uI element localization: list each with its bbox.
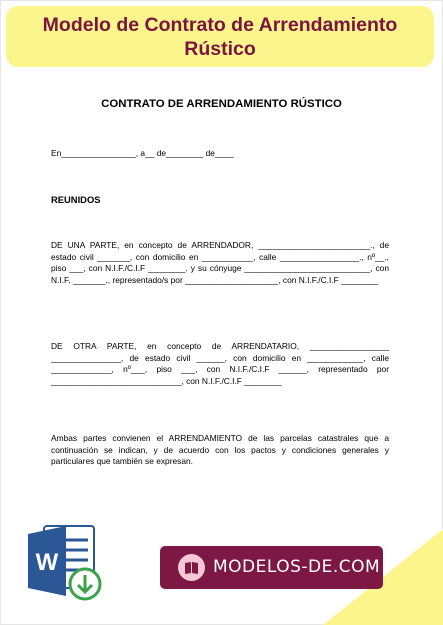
word-download-icon[interactable] bbox=[22, 520, 106, 606]
book-icon bbox=[178, 554, 205, 581]
section-heading-reunidos: REUNIDOS bbox=[51, 194, 101, 205]
banner-title: Modelo de Contrato de Arrendamiento Rústico bbox=[42, 13, 398, 60]
modelos-de-com-button[interactable] bbox=[160, 546, 383, 589]
party-two-paragraph: DE OTRA PARTE, en concepto de ARRENDATARIO, _________________ _______________, de estado civil ______, con domicilio en ____________, calle _____________, nº___, piso ___, con N.I.F./C.I.F ______, representado por ____________________________, con N.I.F./C.I.F ________ bbox=[51, 341, 389, 386]
place-date-line: En________________, a__ de________ de____ bbox=[51, 148, 234, 158]
header-banner bbox=[6, 6, 434, 67]
svg-text:W: W bbox=[35, 549, 59, 576]
agreement-paragraph: Ambas partes convienen el ARRENDAMIENTO de las parcelas catastrales que a continuación se indican, y de acuerdo con los pactos y condiciones generales y particulares que también se expresan. bbox=[51, 433, 389, 466]
brand-button-label: MODELOS-DE.COM bbox=[213, 557, 381, 577]
document-title: CONTRATO DE ARRENDAMIENTO RÚSTICO bbox=[101, 98, 342, 110]
party-one-paragraph: DE UNA PARTE, en concepto de ARRENDADOR, ________________________., de estado civil _______, con domicilio en ___________, calle _________________., nº__., piso ___, con N.I.F./C.I.F ________. y su cónyuge ___________________________, con N.I.F. _______., representado/s por ____________________, con N.I.F./C.I.F ________ bbox=[51, 240, 389, 285]
